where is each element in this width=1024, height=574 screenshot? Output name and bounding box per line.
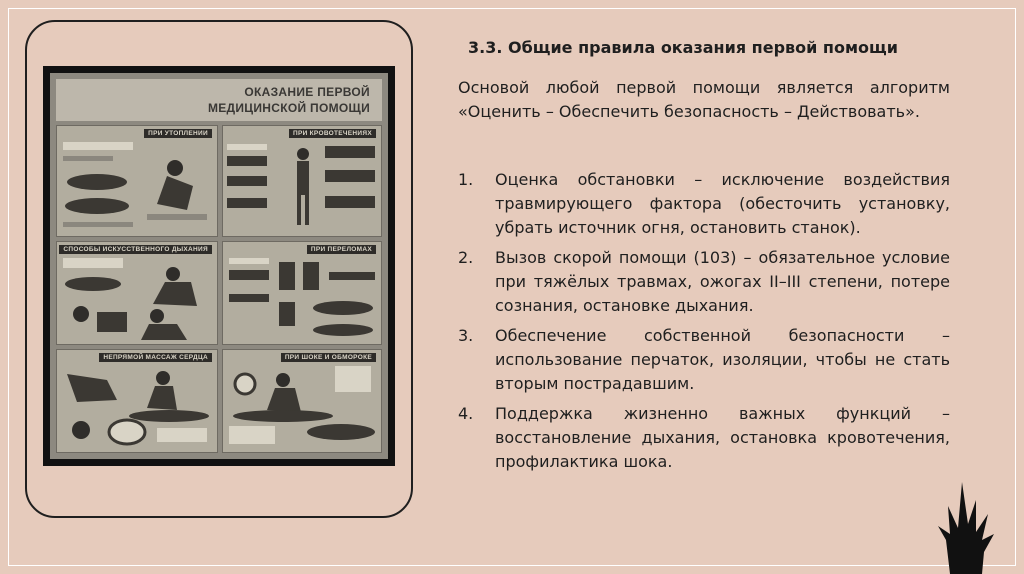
list-item: [458, 246, 950, 318]
poster-title-line1: ОКАЗАНИЕ ПЕРВОЙ: [244, 85, 370, 99]
poster-title-line2: МЕДИЦИНСКОЙ ПОМОЩИ: [207, 101, 370, 115]
list-item-text: Оценка обстановки – исключение воздействия травмирующего фактора (обесточить установку, убрать источник огня, остановить станок).: [495, 170, 950, 237]
list-item: [458, 324, 950, 396]
shock-illustration: [223, 350, 381, 452]
section-heading: 3.3. Общие правила оказания первой помощи: [468, 38, 898, 57]
poster-panel-cpr: [56, 349, 218, 453]
poster-panel-shock: [222, 349, 382, 453]
list-item-number: 3.: [458, 326, 474, 345]
poster-title: [56, 79, 382, 121]
list-item-number: 4.: [458, 404, 474, 423]
respiration-illustration: [57, 242, 217, 344]
poster-panel-heading: СПОСОБЫ ИСКУССТВЕННОГО ДЫХАНИЯ: [59, 245, 212, 254]
fractures-illustration: [223, 242, 381, 344]
poster-panel-heading: НЕПРЯМОЙ МАССАЖ СЕРДЦА: [99, 353, 212, 362]
cpr-illustration: [57, 350, 217, 452]
list-item-text: Поддержка жизненно важных функций – восстановление дыхания, остановка кровотечения, профилактика шока.: [495, 404, 950, 471]
list-item: [458, 402, 950, 474]
intro-paragraph: Основой любой первой помощи является алгоритм «Оценить – Обеспечить безопасность – Действовать».: [458, 78, 950, 121]
poster-panel-fractures: [222, 241, 382, 345]
poster-body: [50, 73, 388, 459]
poster-panel-bleeding: [222, 125, 382, 237]
poster-panel-heading: ПРИ УТОПЛЕНИИ: [144, 129, 212, 138]
plant-decoration: [936, 480, 996, 574]
poster-panel-heading: ПРИ ШОКЕ И ОБМОРОКЕ: [281, 353, 376, 362]
poster-panel-drowning: [56, 125, 218, 237]
poster-panel-heading: ПРИ ПЕРЕЛОМАХ: [307, 245, 376, 254]
rules-list: [458, 168, 950, 480]
poster-panel-respiration: [56, 241, 218, 345]
list-item-number: 2.: [458, 248, 474, 267]
list-item-number: 1.: [458, 170, 474, 189]
list-item: [458, 168, 950, 240]
first-aid-poster: [43, 66, 395, 466]
bleeding-illustration: [223, 126, 381, 236]
drowning-illustration: [57, 126, 217, 236]
list-item-text: Вызов скорой помощи (103) – обязательное условие при тяжёлых травмах, ожогах II–III степени, потере сознания, остановке дыхания.: [495, 248, 950, 315]
list-item-text: Обеспечение собственной безопасности – использование перчаток, изоляции, чтобы не стать вторым пострадавшим.: [495, 326, 950, 393]
poster-panel-heading: ПРИ КРОВОТЕЧЕНИЯХ: [289, 129, 376, 138]
